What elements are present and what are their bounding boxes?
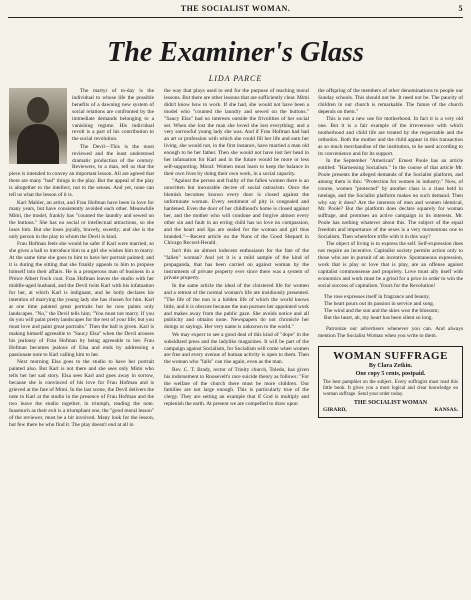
col3-paragraph: the offspring of the members of other denominations to people our Sunday schools. This should not be. It need not be. The paucity of children in our church is remarkable. The future of the church depends on them." (318, 88, 463, 115)
ad-title: WOMAN SUFFRAGE (333, 349, 448, 362)
col2-paragraph: the way that plays used to end for the purpose of teaching moral lessons. But there are other lessons that are sufficiently clear. Mimi didn't know how to work. If she had, she would not have been a model who "counted the laundry and sewed on the buttons." "Saucy Elsa" had no interests outside the frivolities of her social set. When she lost the man she loved she lost everything; and a very sorrowful young lady she was. And if Frau Hofman had had an art or profession with which she could fill her life and earn her living, she would not, in the first instance, have married a man old enough to be her father. Then she would not have lost her head in her infatuation for Karl and in the future would be more or less self-supporting. Moral: Women must learn to keep the balance in their own lives by doing their own work, in a social capacity. (164, 88, 309, 177)
header-rule (8, 17, 463, 18)
running-header (8, 4, 463, 18)
ad-body: The best pamphlet on the subject. Every suffragist must read this little book. It gives you a most logical and clear knowledge on woman suffrage. Send your order today. (323, 379, 458, 397)
page-number: 5 (458, 4, 463, 13)
col2-quote: "Against the person and frailty of the fallen women there is an unwritten but inexorable decree of social ostracism. Once the blemish becomes known every door is closed against the unfortunate woman. Every sentiment of pity is congealed and hardened. Even the door of her childhood's home is closed against her, and the mother who will condone and forgive almost every other sin and fault in an erring child has no love no compassion, and the heart and lips are sealed for the woman and girl thus branded."—Recent article on the Nuns of the Good Shepard in Chicago Record-Herald. (164, 178, 309, 247)
poem-line: But the heart, ah, my heart has been silent so long. (324, 315, 433, 321)
col3-paragraph: The object of living is to express the self. Self-expression does not require an incentive. Capitalist society permits action only to those who are in pursuit of an incentive. Spontaneous expression, work that is play or love that is play, are an offense against capitalist commonsense and propriety. Love must ally itself with economics and work must be a grind for a price in order to win the social success of capitalism. Yours for the Revolution! (318, 241, 463, 289)
running-title: THE SOCIALIST WOMAN. (180, 4, 291, 13)
poem-line: The rose expresses itself in fragrance and beauty, (324, 294, 430, 301)
ad-address (323, 407, 458, 414)
ad-state: KANSAS. (434, 406, 458, 413)
woman-suffrage-ad (318, 346, 463, 418)
article-title: The Examiner's Glass (107, 37, 364, 68)
advertisers-note: Patronize our advertisers whenever you can. And always mention The Socialist Woman when you write to them. (318, 325, 463, 339)
ad-offer: One copy 5 cents, postpaid. (355, 370, 426, 377)
col2-paragraph: Isn't this an almost indecent enthusiasm for the fate of the "fallen" woman? And yet it is a mild sample of the kind of propaganda, that has been carried on against woman by the instruments of private property ever since there was a system of private property. (164, 247, 309, 282)
column-3 (318, 88, 463, 598)
col3-paragraph: In the September "American" Ernest Poole has an article entitled: "Harnessing Socialism." In the course of that article Mr. Poole presents the alleged demands of the Socialist platform, and among them is this: "Protection for women in industry." Now, of course, women "protected" by another class is a class held in tutelage, and the Socialist platform makes no such demand. Then why say it does? Are the interests of men and women identical, Mr. Poole? But the platform does declare squarely for woman suffrage, and promises an active campaign in its interests. Mr. Poole has nothing whatever about this. The subject of the equal freedom and importance of the sexes is a very momentous one to Socialism. Then wherefore trifle with it in this way? (318, 158, 463, 241)
poem-line: The heart pours out its passion in service and song. (324, 301, 435, 308)
col1-paragraph: The Devil—This is the most reviewed and the least understood dramatic production of the century. Reviewers, to a man, tell us that the piece is intended to convey an important lesson. All are agreed that there are many "bad" things in the play. But the appeal of the play is altogether to the intellect, not to the senses. And yet, none can tell us what the lesson of it is. (9, 143, 154, 199)
col2-paragraph: We may expect to see a good deal of this kind of "dope" in the subsidized press and the ladylike magazines. It will be part of the campaign against Socialism, for Socialism will come when women are free and every avenue of human activity is open to them. Then the woman who "falls" can rise again, even as the man. (164, 331, 309, 366)
col1-paragraph: Frau Hofman feels she would be safer if Karl were married, so she gives a ball to introduce him to a girl she wishes him to marry. At the same time she goes to him to have her portrait painted; and it is during the sitting that she frankly appeals to him to propose himself into their affairs. He is a prosperous man of business in a Prince Albert frock coat. Frau Hofman leaves the studio with her middle-aged husband, and the Devil twits Karl with his infatuation for her, at which Karl is indignant, and he hotly declares his intention of marrying the young lady she has chosen for him. Karl at one time painted great portraits but he now paints only landscapes. "No," the Devil tells him; "You must not marry. If you do you will paint pretty landscapes for the rest of your life; but you must love and paint great portraits." Then the ball is given. Karl is making himself agreeable to "Saucy Elsa" when the Devil arouses his jealousy of Frau Hofman by being agreeable to her. Frau Hofman becomes jealous of Elsa and ends by addressing a passionate note to Karl calling him to her. (9, 241, 154, 358)
col1-paragraph: The martyr of to-day is the individual to whose life the possible benefits of a dawning new system of social relations are confronted by the immediate demands belonging to a vanishing regime. His individual revolt is a part of his contribution to the social revolution. (72, 88, 154, 143)
poem-line: The wind and the sun and the skies woo the blossom; (324, 308, 439, 315)
poem (318, 290, 463, 326)
ad-publisher: THE SOCIALIST WOMAN (353, 399, 428, 406)
col1-paragraph: Karl Mahler, an artist, and Frau Hofman have been in love for many years, but have consistently avoided each other. Meanwhile Mimi, the model, frankly has "counted the laundry and sewed on the buttons." She has no social or intellectual attractions, so she loses him. But she loses joyally, bravely, sweetly; and she is the only person in the play to whom the Devil is kind. (9, 199, 154, 241)
author-portrait (9, 88, 67, 164)
ad-byline: By Clara Zetkin. (368, 362, 413, 369)
article-author: LIDA PARCE (208, 74, 263, 83)
ad-city: GIRARD, (323, 406, 347, 413)
column-2 (164, 88, 309, 593)
col1-paragraph: Next morning Elsa goes to the studio to have her portrait painted also. But Karl is not there and she sees only Mimi who tells her her sad story. Elsa sees Karl and goes away in sorrow, because she is convinced of his love for Frau Hofman and is grieved at the fate of Mimi. In the last scene, the Devil delivers the note to Karl at the studio in the presence of Frau Hofman and the two leave the studio together, in triumph, reading the note. Inasmuch as their exit is a triumphant one, the "good moral lesson" of the reviewer, must be a bit involved. Many look for the lesson, but few there be who find it. The play doesn't end at all in (9, 359, 154, 428)
column-1 (9, 88, 154, 593)
col3-paragraph: This is not a new use for motherhood. In fact it is a very old one. But it is a fair example of the irreverence with which motherhood and child life are treated by the respectable and the orthodox. Both the mother and the child appear in this transaction as so much merchandise of the institution, to be used according to its convenience and for its support. (318, 116, 463, 157)
col2-paragraph: Rev. C. T. Brady, rector of Trinity church, Toledo, has given his indorsement to Roosevelt's race suicide theory as follows: "For the welfare of the church there must be more children. Our families are not large enough. This is particularly true of the clergy. They are setting an example that if God is multiply and replenish the earth. At present we are compelled to draw upon (164, 366, 309, 408)
col2-paragraph: In the same article the ideal of the cloistered life for women and a retreat of the normal woman's life are insidiously presented. "The life of the nun is a hidden life of which the world knows little, and it is obscure because the nun pursues her appointed work and makes away from the public gaze. She avoids notice and all publicity and obtains none. Newspapers do not chronicle her doings or sayings. Her very name is unknown to the world." (164, 282, 309, 331)
